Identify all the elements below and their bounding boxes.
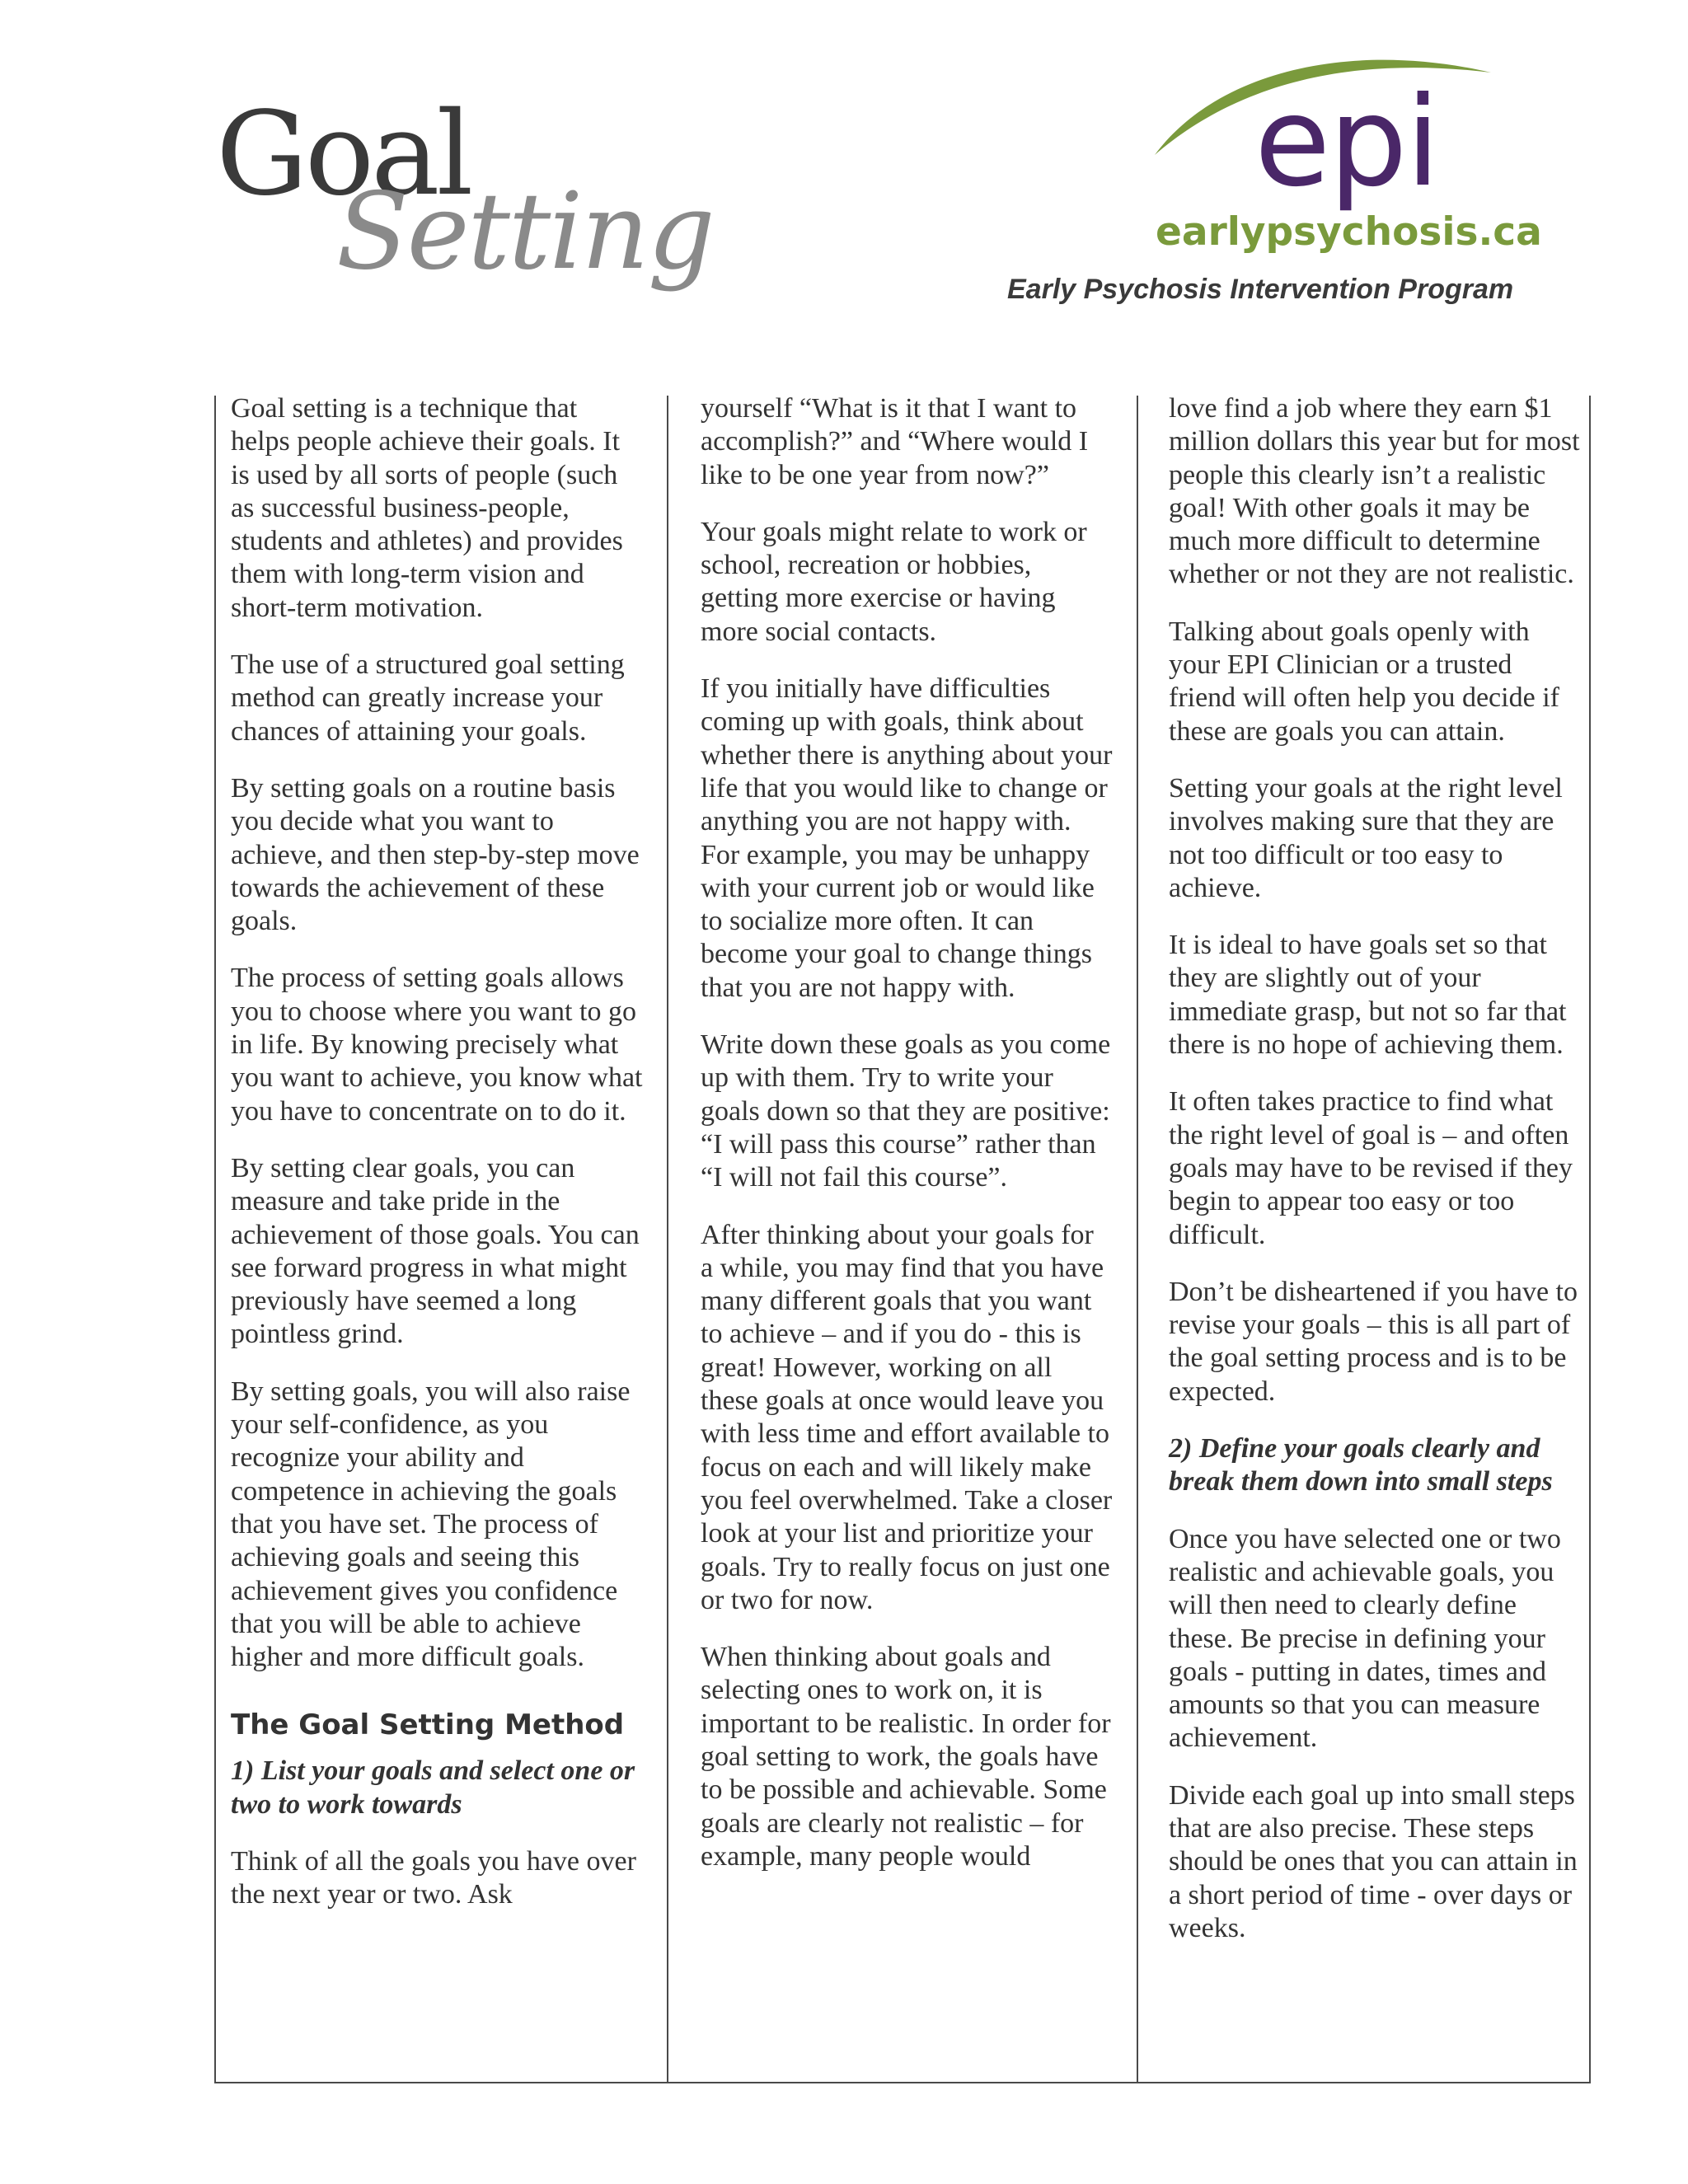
paragraph: After thinking about your goals for a while, you may find that you have many different goals that you want to achieve – and if you do - this is great! However, working on all these goals at once would leave you with less time and effort available to focus on each and will likely make you feel overwhelmed. Take a closer look at your list and prioritize your goals. Try to really focus on just one or two for now. — [701, 1219, 1113, 1615]
paragraph: Divide each goal up into small steps that are also precise. These steps should be ones that you can attain in a short period of time - over days or weeks. — [1169, 1779, 1578, 1943]
paragraph: Write down these goals as you come up with them. Try to write your goals down so that they are positive: “I will pass this course” rather than “I will not fail this course”. — [701, 1029, 1111, 1193]
column-divider — [1137, 396, 1138, 2082]
paragraph: When thinking about goals and selecting ones to work on, it is important to be realistic. In order for goal setting to work, the goals have to be possible and achievable. Some goals are clearly not realistic – for example, many people would — [701, 1642, 1111, 1872]
paragraph: By setting clear goals, you can measure and take pride in the achievement of those goals. You can see forward progress in what might previously have seemed a long pointless grind. — [231, 1152, 640, 1350]
column-1 — [231, 392, 643, 1936]
step-1-heading: 1) List your goals and select one or two to work towards — [231, 1755, 635, 1820]
paragraph: If you initially have difficulties coming up with goals, think about whether there is anything about your life that you would like to change or anything you are not happy with. For example, you may be unhappy with your current job or would like to socialize more often. It can become your goal to change things that you are not happy with. — [701, 673, 1113, 1003]
paragraph: It is ideal to have goals set so that they are slightly out of your immediate grasp, but not so far that there is no hope of achieving them. — [1169, 930, 1567, 1061]
paragraph: By setting goals, you will also raise your self-confidence, as you recognize your ability and competence in achieving the goals that you have set. The process of achieving goals and seeing this achievement gives you confidence that you will be able to achieve higher and more difficult goals. — [231, 1376, 631, 1673]
step-2-heading: 2) Define your goals clearly and break them down into small steps — [1169, 1433, 1553, 1497]
column-divider — [667, 396, 668, 2082]
paragraph: Don’t be disheartened if you have to revise your goals – this is all part of the goal setting process and is to be expected. — [1169, 1276, 1578, 1407]
logo-website: earlypsychosis.ca — [1156, 209, 1542, 255]
title-goal: Goal — [216, 87, 471, 222]
paragraph: Setting your goals at the right level involves making sure that they are not too difficult or too easy to achieve. — [1169, 772, 1563, 903]
paragraph: Your goals might relate to work or school, recreation or hobbies, getting more exercise or having more social contacts. — [701, 516, 1087, 647]
paragraph: Goal setting is a technique that helps people achieve their goals. It is used by all sorts of people (such as successful business-people, students and athletes) and provides them with long-term vision and short-term motivation. — [231, 393, 623, 623]
paragraph: The use of a structured goal setting method can greatly increase your chances of attaining your goals. — [231, 649, 625, 747]
logo-program-name: Early Psychosis Intervention Program — [1007, 274, 1514, 305]
paragraph: love find a job where they earn $1 million dollars this year but for most people this clearly isn’t a realistic goal! With other goals it may be much more difficult to determine whether or not they are not realistic. — [1169, 393, 1580, 590]
paragraph: Once you have selected one or two realistic and achievable goals, you will then need to clearly define these. Be precise in defining your goals - putting in dates, times and amounts so that you can measure achievement. — [1169, 1523, 1561, 1754]
paragraph: It often takes practice to find what the right level of goal is – and often goals may have to be revised if they begin to appear too easy or too difficult. — [1169, 1086, 1573, 1250]
column-3 — [1169, 392, 1581, 1969]
paragraph: The process of setting goals allows you to choose where you want to go in life. By knowing precisely what you want to achieve, you know what you have to concentrate on to do it. — [231, 963, 643, 1127]
section-heading: The Goal Setting Method — [231, 1708, 625, 1742]
logo-mark: epi — [1254, 71, 1439, 214]
paragraph: yourself “What is it that I want to accomplish?” and “Where would I like to be one year from now?” — [701, 393, 1089, 490]
paragraph: By setting goals on a routine basis you decide what you want to achieve, and then step-by-step move towards the achievement of these goals. — [231, 772, 640, 937]
paragraph: Talking about goals openly with your EPI Clinician or a trusted friend will often help you decide if these are goals you can attain. — [1169, 616, 1559, 747]
column-2 — [701, 392, 1113, 1897]
title-setting: Setting — [336, 171, 714, 293]
paragraph: Think of all the goals you have over the next year or two. Ask — [231, 1845, 636, 1910]
